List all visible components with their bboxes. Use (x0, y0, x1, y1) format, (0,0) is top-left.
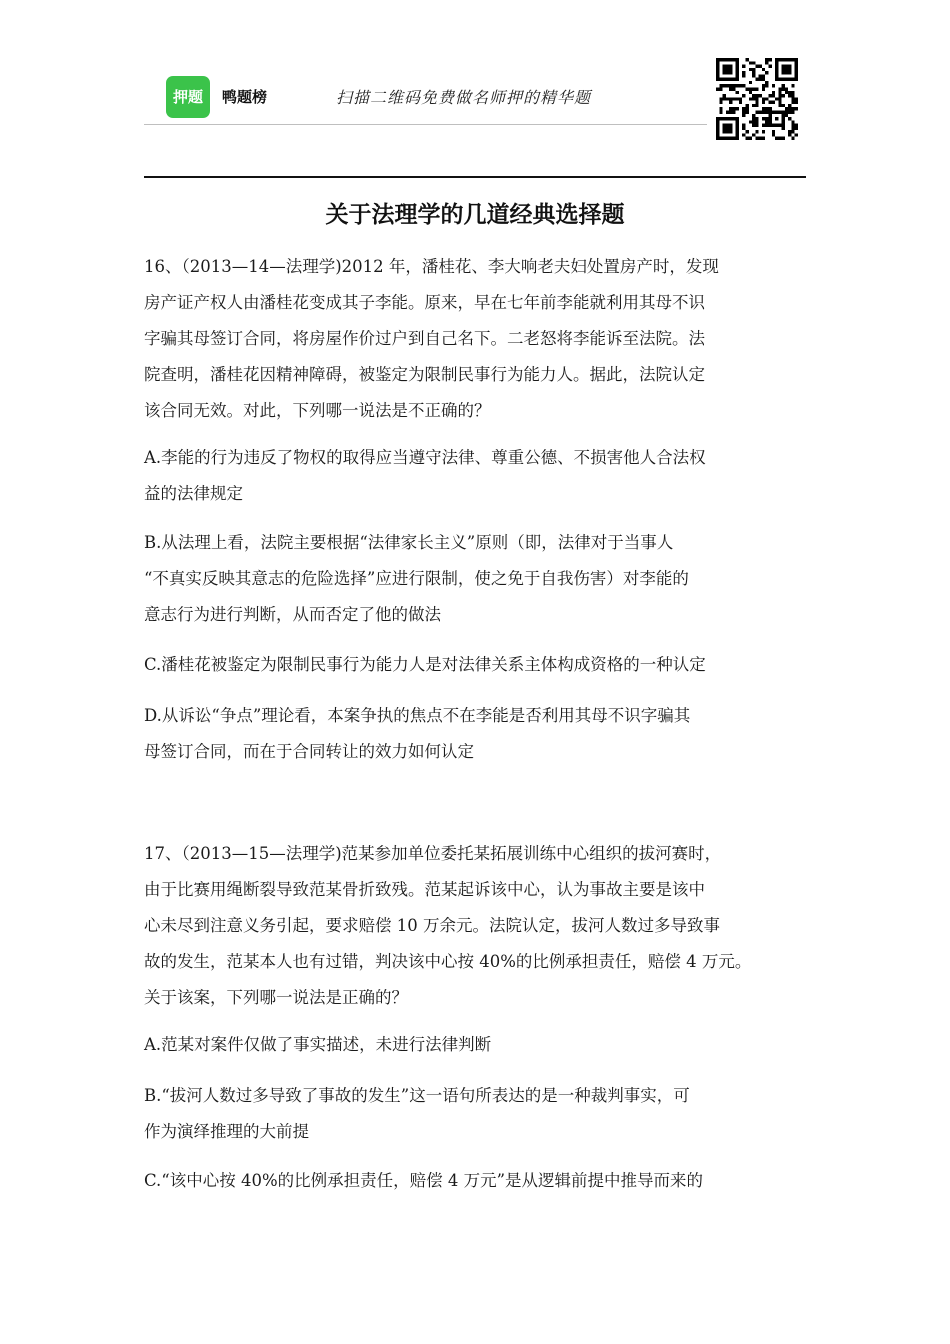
text-line: 16、（2013—14—法理学)2012 年，潘桂花、李大响老夫妇处置房产时，发现 (144, 257, 719, 276)
text-line: 心未尽到注意义务引起，要求赔偿 10 万余元。法院认定，拔河人数过多导致事 (144, 916, 720, 935)
text-line: 院查明，潘桂花因精神障碍，被鉴定为限制民事行为能力人。据此，法院认定 (144, 365, 705, 384)
header-divider (144, 124, 707, 125)
question-17-option-b (144, 1078, 809, 1150)
text-line: A.范某对案件仅做了事实描述，未进行法律判断 (144, 1035, 492, 1054)
app-logo[interactable]: 押题 (166, 76, 210, 118)
title-divider (144, 176, 806, 178)
brand-name: 鸭题榜 (222, 88, 268, 106)
text-line: 故的发生，范某本人也有过错，判决该中心按 40%的比例承担责任，赔偿 4 万元。 (144, 952, 752, 971)
text-line: 益的法律规定 (144, 484, 243, 503)
text-line: 作为演绎推理的大前提 (144, 1122, 309, 1141)
text-line: 由于比赛用绳断裂导致范某骨折致残。范某起诉该中心，认为事故主要是该中 (144, 880, 705, 899)
question-16-stem (144, 249, 809, 429)
text-line: B.从法理上看，法院主要根据“法律家长主义”原则（即，法律对于当事人 (144, 533, 674, 552)
question-16-option-b (144, 525, 809, 633)
text-line: D.从诉讼“争点”理论看，本案争执的焦点不在李能是否利用其母不识字骗其 (144, 706, 691, 725)
page-header (0, 0, 950, 150)
text-line: 意志行为进行判断，从而否定了他的做法 (144, 605, 441, 624)
qr-code-icon[interactable] (716, 58, 798, 140)
text-line: 房产证产权人由潘桂花变成其子李能。原来，早在七年前李能就利用其母不识 (144, 293, 705, 312)
question-17-option-c (144, 1163, 809, 1199)
text-line: “不真实反映其意志的危险选择”应进行限制，使之免于自我伤害）对李能的 (144, 569, 689, 588)
text-line: B.“拔河人数过多导致了事故的发生”这一语句所表达的是一种裁判事实，可 (144, 1086, 690, 1105)
text-line: 17、（2013—15—法理学)范某参加单位委托某拓展训练中心组织的拔河赛时， (144, 844, 722, 863)
question-17-stem (144, 836, 809, 1016)
question-16-option-c (144, 647, 809, 683)
text-line: C.潘桂花被鉴定为限制民事行为能力人是对法律关系主体构成资格的一种认定 (144, 655, 706, 674)
text-line: 字骗其母签订合同，将房屋作价过户到自己名下。二老怒将李能诉至法院。法 (144, 329, 705, 348)
text-line: C.“该中心按 40%的比例承担责任，赔偿 4 万元”是从逻辑前提中推导而来的 (144, 1171, 704, 1190)
text-line: A.李能的行为违反了物权的取得应当遵守法律、尊重公德、不损害他人合法权 (144, 448, 706, 467)
question-16-option-a (144, 440, 809, 512)
text-line: 该合同无效。对此，下列哪一说法是不正确的？ (144, 401, 491, 420)
question-17-option-a (144, 1027, 809, 1063)
question-16-option-d (144, 698, 809, 770)
page-title: 关于法理学的几道经典选择题 (325, 202, 625, 228)
header-slogan: 扫描二维码免费做名师押的精华题 (336, 88, 592, 107)
text-line: 母签订合同，而在于合同转让的效力如何认定 (144, 742, 474, 761)
text-line: 关于该案，下列哪一说法是正确的？ (144, 988, 408, 1007)
